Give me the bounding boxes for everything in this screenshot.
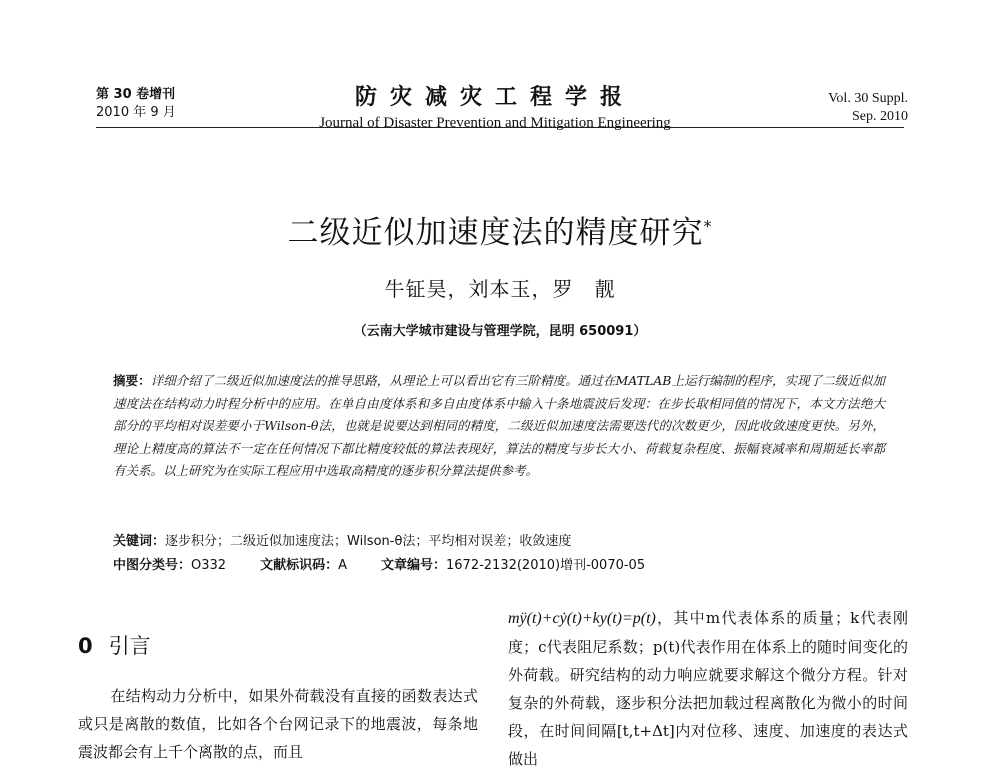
doc-code-label: 文献标识码：	[260, 558, 339, 573]
body-right-text: ，其中m代表体系的质量；k代表刚度；c代表阻尼系数；p(t)代表作用在体系上的随时间变化的外荷载。研究结构的动力响应就要求解这个微分方程。针对复杂的外荷载，逐步积分法把加载过程离散化为微小的时间段，在时间间隔[t,t+Δt]内对位移、速度、加速度的表达式做出	[508, 609, 908, 768]
abstract-text: 详细介绍了二级近似加速度法的推导思路，从理论上可以看出它有三阶精度。通过在MATLAB上运行编制的程序，实现了二级近似加速度法在结构动力时程分析中的应用。在单自由度体系和多自由度体系中输入十条地震波后发现：在步长取相同值的情况下，本文方法绝大部分的平均相对误差要小于Wilson-θ法，也就是说要达到相同的精度，二级近似加速度法需要迭代的次数更少，因此收敛速度更快。另外，理论上精度高的算法不一定在任何情况下都比精度较低的算法表现好，算法的精度与步长大小、荷载复杂程度、振幅衰减率和周期延长率都有关系。以上研究为在实际工程应用中选取高精度的逐步积分算法提供参考。	[113, 373, 885, 478]
doc-code-value: A	[338, 558, 347, 573]
section-title: 引言	[108, 634, 151, 658]
author-affiliation: （云南大学城市建设与管理学院，昆明 650091）	[353, 324, 647, 339]
paper-title	[0, 207, 1000, 252]
keywords-label: 关键词：	[113, 534, 166, 549]
volume-en: Vol. 30 Suppl.	[828, 91, 908, 106]
section-heading	[78, 630, 151, 660]
journal-name	[255, 80, 735, 132]
journal-name-cn: 防灾减灾工程学报	[354, 84, 635, 110]
keywords	[113, 530, 571, 549]
abstract-label: 摘要：	[113, 373, 151, 388]
journal-issue-info	[96, 86, 176, 122]
clc-value: O332	[191, 558, 227, 573]
paper-authors: 牛钲昊，刘本玉，罗 靓	[384, 277, 616, 301]
header-rule	[96, 127, 904, 128]
abstract	[113, 370, 885, 483]
classification-line	[113, 554, 645, 573]
body-column-right	[508, 604, 908, 773]
article-number-label: 文章编号：	[380, 558, 446, 573]
body-left-text: 在结构动力分析中，如果外荷载没有直接的函数表达式或只是离散的数值，比如各个台网记录下的地震波，每条地震波都会有上千个离散的点，而且	[78, 687, 478, 761]
keywords-text: 逐步积分；二级近似加速度法；Wilson-θ法；平均相对误差；收敛速度	[165, 534, 572, 549]
paper-title-text: 二级近似加速度法的精度研究	[287, 215, 704, 251]
volume-cn: 第 30 卷增刊	[96, 87, 176, 102]
title-footnote-mark: *	[703, 216, 713, 236]
journal-issue-info-en	[828, 90, 908, 126]
date-en: Sep. 2010	[852, 109, 908, 124]
section-number: 0	[78, 634, 93, 658]
journal-name-en: Journal of Disaster Prevention and Mitigation Engineering	[319, 115, 671, 131]
clc-label: 中图分类号：	[113, 558, 192, 573]
date-cn: 2010 年 9 月	[96, 105, 176, 120]
body-column-left	[78, 682, 478, 766]
article-number-value: 1672-2132(2010)增刊-0070-05	[446, 558, 646, 573]
motion-equation: mÿ(t)+cẏ(t)+ky(t)=p(t)	[508, 610, 656, 627]
